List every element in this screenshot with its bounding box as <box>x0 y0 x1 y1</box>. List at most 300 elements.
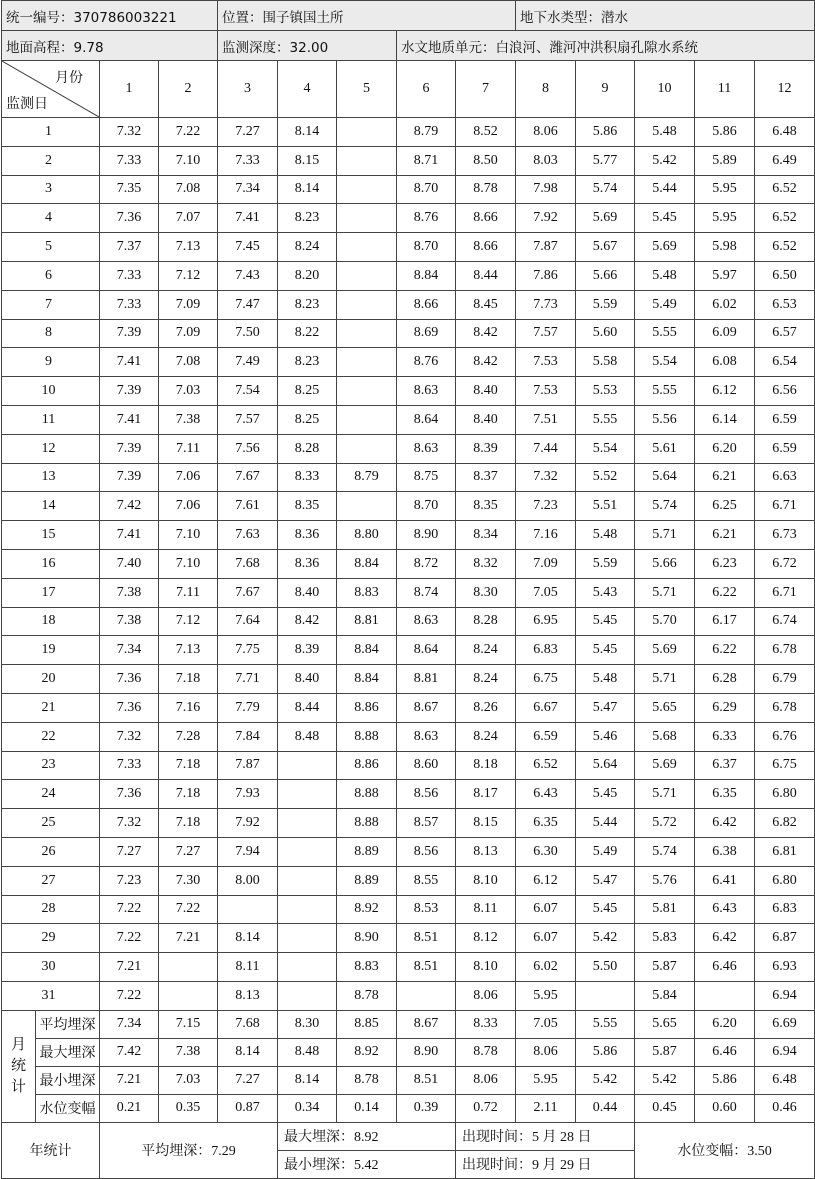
depth-cell: 8.88 <box>337 780 397 809</box>
table-row <box>2 290 815 319</box>
depth-cell: 8.24 <box>456 722 516 751</box>
depth-cell: 8.81 <box>337 607 397 636</box>
ground-elevation: 地面高程：9.78 <box>2 31 218 61</box>
depth-cell: 8.70 <box>397 492 456 521</box>
depth-cell: 8.78 <box>456 175 516 204</box>
depth-cell: 5.61 <box>635 434 695 463</box>
depth-cell: 5.49 <box>576 837 635 866</box>
day-label: 1 <box>2 118 100 147</box>
depth-cell <box>337 118 397 147</box>
depth-cell: 7.38 <box>100 607 159 636</box>
depth-cell: 6.07 <box>516 895 576 924</box>
depth-cell: 8.36 <box>278 549 337 578</box>
stat-label: 最大埋深 <box>36 1038 100 1066</box>
station-code: 统一编号：370786003221 <box>2 1 218 31</box>
depth-cell <box>337 146 397 175</box>
depth-cell: 8.69 <box>397 319 456 348</box>
depth-cell: 8.39 <box>456 434 516 463</box>
depth-cell: 5.42 <box>576 924 635 953</box>
depth-cell: 6.94 <box>755 981 815 1010</box>
depth-cell <box>337 492 397 521</box>
day-label: 4 <box>2 204 100 233</box>
depth-cell <box>159 953 218 982</box>
depth-cell: 8.90 <box>337 924 397 953</box>
day-label: 6 <box>2 261 100 290</box>
depth-cell: 7.64 <box>218 607 278 636</box>
depth-cell: 7.87 <box>218 751 278 780</box>
depth-cell: 8.35 <box>456 492 516 521</box>
month-header-1: 1 <box>100 61 159 118</box>
depth-cell: 8.84 <box>397 261 456 290</box>
depth-cell: 8.36 <box>278 521 337 550</box>
depth-cell: 7.87 <box>516 233 576 262</box>
depth-cell: 7.49 <box>218 348 278 377</box>
table-row <box>2 377 815 406</box>
depth-cell: 7.09 <box>159 290 218 319</box>
depth-cell: 5.95 <box>695 204 755 233</box>
depth-cell: 5.47 <box>576 866 635 895</box>
monitoring-table <box>1 0 815 1179</box>
depth-cell: 8.50 <box>456 146 516 175</box>
depth-cell: 5.76 <box>635 866 695 895</box>
stat-value: 8.14 <box>218 1038 278 1066</box>
stat-value: 5.42 <box>635 1066 695 1094</box>
depth-cell <box>337 434 397 463</box>
depth-cell: 7.28 <box>159 722 218 751</box>
depth-cell: 7.09 <box>516 549 576 578</box>
month-header-row <box>2 61 815 118</box>
depth-cell <box>218 895 278 924</box>
depth-cell: 8.10 <box>456 866 516 895</box>
depth-cell: 8.83 <box>337 953 397 982</box>
day-label: 29 <box>2 924 100 953</box>
day-label: 26 <box>2 837 100 866</box>
depth-cell: 8.84 <box>337 636 397 665</box>
depth-cell <box>337 175 397 204</box>
depth-cell: 7.53 <box>516 348 576 377</box>
table-row <box>2 146 815 175</box>
depth-cell: 8.76 <box>397 348 456 377</box>
depth-cell: 7.41 <box>100 348 159 377</box>
annual-range: 水位变幅：3.50 <box>635 1122 815 1178</box>
day-corner-label: 监测日 <box>6 97 48 112</box>
depth-cell: 6.83 <box>755 895 815 924</box>
table-row <box>2 319 815 348</box>
depth-cell: 7.33 <box>100 146 159 175</box>
table-row <box>2 837 815 866</box>
stat-value: 7.34 <box>100 1010 159 1038</box>
stat-value: 6.94 <box>755 1038 815 1066</box>
depth-cell: 7.47 <box>218 290 278 319</box>
depth-cell: 5.74 <box>635 492 695 521</box>
depth-cell: 8.63 <box>397 722 456 751</box>
annual-avg-depth: 平均埋深：7.29 <box>100 1122 278 1178</box>
depth-cell: 6.59 <box>516 722 576 751</box>
depth-cell: 5.71 <box>635 780 695 809</box>
depth-cell: 5.54 <box>635 348 695 377</box>
day-label: 25 <box>2 809 100 838</box>
table-row <box>2 751 815 780</box>
depth-cell: 6.78 <box>755 693 815 722</box>
depth-cell: 6.73 <box>755 521 815 550</box>
depth-cell: 6.20 <box>695 434 755 463</box>
depth-cell: 8.52 <box>456 118 516 147</box>
stat-value: 0.72 <box>456 1094 516 1122</box>
depth-cell <box>278 866 337 895</box>
depth-cell: 6.35 <box>516 809 576 838</box>
depth-cell: 6.22 <box>695 578 755 607</box>
depth-cell: 6.76 <box>755 722 815 751</box>
table-row <box>2 953 815 982</box>
depth-cell: 7.57 <box>218 405 278 434</box>
depth-cell: 8.84 <box>337 549 397 578</box>
depth-cell: 7.08 <box>159 348 218 377</box>
stat-value: 8.90 <box>397 1038 456 1066</box>
depth-cell: 8.23 <box>278 348 337 377</box>
depth-cell: 8.03 <box>516 146 576 175</box>
depth-cell: 5.45 <box>576 895 635 924</box>
depth-cell: 8.71 <box>397 146 456 175</box>
depth-cell: 7.38 <box>100 578 159 607</box>
depth-cell: 5.43 <box>576 578 635 607</box>
table-row <box>2 578 815 607</box>
depth-cell: 7.32 <box>100 118 159 147</box>
depth-cell: 8.79 <box>337 463 397 492</box>
depth-cell: 8.14 <box>278 118 337 147</box>
depth-cell: 8.63 <box>397 607 456 636</box>
day-label: 27 <box>2 866 100 895</box>
stat-value: 7.15 <box>159 1010 218 1038</box>
day-label: 28 <box>2 895 100 924</box>
depth-cell: 7.50 <box>218 319 278 348</box>
table-row <box>2 722 815 751</box>
depth-cell: 8.70 <box>397 233 456 262</box>
depth-cell: 7.22 <box>100 895 159 924</box>
depth-cell: 5.46 <box>576 722 635 751</box>
depth-cell: 6.12 <box>695 377 755 406</box>
depth-cell <box>278 924 337 953</box>
depth-cell: 8.86 <box>337 693 397 722</box>
depth-cell: 5.86 <box>576 118 635 147</box>
depth-cell: 8.14 <box>278 175 337 204</box>
depth-cell: 6.52 <box>755 175 815 204</box>
stat-value: 8.67 <box>397 1010 456 1038</box>
day-label: 16 <box>2 549 100 578</box>
depth-cell: 5.52 <box>576 463 635 492</box>
table-row <box>2 204 815 233</box>
depth-cell: 7.10 <box>159 521 218 550</box>
monthly-stat-row <box>2 1010 815 1038</box>
stat-value: 7.05 <box>516 1010 576 1038</box>
depth-cell: 7.30 <box>159 866 218 895</box>
depth-cell: 7.22 <box>100 981 159 1010</box>
table-row <box>2 463 815 492</box>
depth-cell: 8.88 <box>337 722 397 751</box>
depth-cell: 6.25 <box>695 492 755 521</box>
depth-cell: 6.57 <box>755 319 815 348</box>
day-label: 18 <box>2 607 100 636</box>
depth-cell: 8.28 <box>456 607 516 636</box>
depth-cell: 7.38 <box>159 405 218 434</box>
depth-cell: 8.72 <box>397 549 456 578</box>
month-header-6: 6 <box>397 61 456 118</box>
stat-value: 5.65 <box>635 1010 695 1038</box>
depth-cell: 6.14 <box>695 405 755 434</box>
stat-value: 0.87 <box>218 1094 278 1122</box>
depth-cell: 7.22 <box>159 118 218 147</box>
depth-cell: 8.20 <box>278 261 337 290</box>
depth-cell: 8.33 <box>278 463 337 492</box>
station-location: 位置：围子镇国土所 <box>218 1 516 31</box>
depth-cell: 8.86 <box>337 751 397 780</box>
depth-cell: 7.94 <box>218 837 278 866</box>
depth-cell: 8.17 <box>456 780 516 809</box>
depth-cell: 7.10 <box>159 549 218 578</box>
depth-cell: 8.13 <box>456 837 516 866</box>
depth-cell: 6.82 <box>755 809 815 838</box>
depth-cell: 8.66 <box>397 290 456 319</box>
depth-cell: 6.59 <box>755 405 815 434</box>
annual-max-depth: 最大埋深：8.92 <box>278 1122 456 1150</box>
depth-cell: 8.12 <box>456 924 516 953</box>
depth-cell <box>337 377 397 406</box>
stat-value: 7.21 <box>100 1066 159 1094</box>
table-row <box>2 521 815 550</box>
depth-cell: 7.61 <box>218 492 278 521</box>
depth-cell: 8.51 <box>397 953 456 982</box>
depth-cell: 5.71 <box>635 665 695 694</box>
table-row <box>2 175 815 204</box>
table-row <box>2 492 815 521</box>
depth-cell <box>337 319 397 348</box>
stat-value: 7.38 <box>159 1038 218 1066</box>
depth-cell: 7.08 <box>159 175 218 204</box>
depth-cell: 5.48 <box>576 521 635 550</box>
depth-cell: 6.35 <box>695 780 755 809</box>
depth-cell <box>278 751 337 780</box>
month-header-7: 7 <box>456 61 516 118</box>
depth-cell: 8.42 <box>456 348 516 377</box>
depth-cell: 7.73 <box>516 290 576 319</box>
depth-cell <box>337 290 397 319</box>
depth-cell: 6.08 <box>695 348 755 377</box>
depth-cell: 8.13 <box>218 981 278 1010</box>
stat-value: 7.03 <box>159 1066 218 1094</box>
depth-cell <box>397 981 456 1010</box>
depth-cell: 8.76 <box>397 204 456 233</box>
depth-cell: 8.00 <box>218 866 278 895</box>
depth-cell: 8.10 <box>456 953 516 982</box>
depth-cell: 6.74 <box>755 607 815 636</box>
depth-cell: 8.88 <box>337 809 397 838</box>
depth-cell: 7.16 <box>516 521 576 550</box>
depth-cell: 8.40 <box>278 578 337 607</box>
depth-cell: 8.14 <box>218 924 278 953</box>
day-label: 17 <box>2 578 100 607</box>
month-header-10: 10 <box>635 61 695 118</box>
depth-cell: 5.55 <box>635 319 695 348</box>
depth-cell: 5.95 <box>695 175 755 204</box>
depth-cell: 7.42 <box>100 492 159 521</box>
depth-cell: 8.48 <box>278 722 337 751</box>
table-row <box>2 261 815 290</box>
depth-cell: 5.45 <box>576 780 635 809</box>
depth-cell: 5.45 <box>635 204 695 233</box>
day-label: 5 <box>2 233 100 262</box>
depth-cell: 8.70 <box>397 175 456 204</box>
depth-cell: 7.86 <box>516 261 576 290</box>
stat-value: 0.44 <box>576 1094 635 1122</box>
depth-cell: 7.32 <box>516 463 576 492</box>
depth-cell: 5.49 <box>635 290 695 319</box>
depth-cell: 8.83 <box>337 578 397 607</box>
depth-cell: 7.33 <box>218 146 278 175</box>
depth-cell: 7.32 <box>100 722 159 751</box>
depth-cell: 8.78 <box>337 981 397 1010</box>
depth-cell: 5.69 <box>635 636 695 665</box>
depth-cell: 8.32 <box>456 549 516 578</box>
depth-cell: 8.63 <box>397 377 456 406</box>
depth-cell: 6.43 <box>516 780 576 809</box>
depth-cell: 5.64 <box>635 463 695 492</box>
depth-cell: 6.12 <box>516 866 576 895</box>
depth-cell: 7.33 <box>100 751 159 780</box>
depth-cell: 5.42 <box>635 146 695 175</box>
depth-cell: 7.18 <box>159 809 218 838</box>
stat-value: 5.55 <box>576 1010 635 1038</box>
depth-cell: 8.26 <box>456 693 516 722</box>
depth-cell: 8.57 <box>397 809 456 838</box>
depth-cell: 8.11 <box>456 895 516 924</box>
day-label: 23 <box>2 751 100 780</box>
table-row <box>2 665 815 694</box>
day-label: 31 <box>2 981 100 1010</box>
depth-cell <box>278 780 337 809</box>
depth-cell: 5.56 <box>635 405 695 434</box>
depth-cell: 7.34 <box>218 175 278 204</box>
depth-cell: 8.35 <box>278 492 337 521</box>
day-label: 13 <box>2 463 100 492</box>
stat-value: 0.14 <box>337 1094 397 1122</box>
depth-cell: 8.64 <box>397 636 456 665</box>
hydrogeologic-unit: 水文地质单元：白浪河、潍河冲洪积扇孔隙水系统 <box>397 31 815 61</box>
depth-cell: 6.75 <box>755 751 815 780</box>
depth-cell: 6.52 <box>755 204 815 233</box>
table-row <box>2 895 815 924</box>
depth-cell: 5.55 <box>635 377 695 406</box>
depth-cell: 7.36 <box>100 204 159 233</box>
depth-cell: 6.38 <box>695 837 755 866</box>
depth-cell: 8.15 <box>278 146 337 175</box>
annual-min-depth: 最小埋深：5.42 <box>278 1150 456 1178</box>
stat-value: 7.68 <box>218 1010 278 1038</box>
depth-cell: 6.59 <box>755 434 815 463</box>
stat-value: 8.78 <box>337 1066 397 1094</box>
day-label: 20 <box>2 665 100 694</box>
depth-cell: 6.22 <box>695 636 755 665</box>
table-row <box>2 405 815 434</box>
annual-stat-row <box>2 1122 815 1150</box>
depth-cell: 8.37 <box>456 463 516 492</box>
depth-cell: 8.15 <box>456 809 516 838</box>
depth-cell: 7.06 <box>159 463 218 492</box>
depth-cell <box>159 981 218 1010</box>
depth-cell: 7.71 <box>218 665 278 694</box>
depth-cell: 8.56 <box>397 837 456 866</box>
stat-label: 最小埋深 <box>36 1066 100 1094</box>
depth-cell <box>278 809 337 838</box>
depth-cell: 7.45 <box>218 233 278 262</box>
info-row-2 <box>2 31 815 61</box>
depth-cell: 6.78 <box>755 636 815 665</box>
depth-cell: 6.53 <box>755 290 815 319</box>
depth-cell: 5.86 <box>695 118 755 147</box>
depth-cell: 5.48 <box>635 118 695 147</box>
depth-cell: 7.54 <box>218 377 278 406</box>
info-row-1 <box>2 1 815 31</box>
depth-cell: 5.48 <box>576 665 635 694</box>
day-label: 30 <box>2 953 100 982</box>
depth-cell: 6.28 <box>695 665 755 694</box>
depth-cell: 8.24 <box>278 233 337 262</box>
depth-cell: 5.58 <box>576 348 635 377</box>
depth-cell: 7.33 <box>100 261 159 290</box>
stat-value: 6.69 <box>755 1010 815 1038</box>
depth-cell: 8.24 <box>456 665 516 694</box>
month-header-9: 9 <box>576 61 635 118</box>
table-row <box>2 809 815 838</box>
depth-cell: 8.80 <box>337 521 397 550</box>
depth-cell <box>278 953 337 982</box>
depth-cell: 5.83 <box>635 924 695 953</box>
depth-cell: 8.81 <box>397 665 456 694</box>
table-body <box>2 1 815 1179</box>
depth-cell <box>695 981 755 1010</box>
depth-cell: 6.30 <box>516 837 576 866</box>
depth-cell: 5.45 <box>576 607 635 636</box>
depth-cell: 6.56 <box>755 377 815 406</box>
stat-value: 7.27 <box>218 1066 278 1094</box>
depth-cell <box>337 204 397 233</box>
month-header-12: 12 <box>755 61 815 118</box>
depth-cell: 6.42 <box>695 924 755 953</box>
depth-cell <box>337 233 397 262</box>
depth-cell: 8.45 <box>456 290 516 319</box>
day-label: 22 <box>2 722 100 751</box>
depth-cell: 7.51 <box>516 405 576 434</box>
depth-cell: 6.93 <box>755 953 815 982</box>
depth-cell: 5.81 <box>635 895 695 924</box>
depth-cell <box>337 405 397 434</box>
depth-cell: 8.66 <box>456 204 516 233</box>
depth-cell: 8.51 <box>397 924 456 953</box>
monthly-stat-row <box>2 1038 815 1066</box>
depth-cell: 5.72 <box>635 809 695 838</box>
depth-cell: 8.25 <box>278 405 337 434</box>
depth-cell: 8.63 <box>397 434 456 463</box>
annual-min-time: 出现时间：9 月 29 日 <box>456 1150 635 1178</box>
depth-cell: 7.67 <box>218 578 278 607</box>
depth-cell: 6.80 <box>755 866 815 895</box>
depth-cell: 5.77 <box>576 146 635 175</box>
depth-cell: 6.43 <box>695 895 755 924</box>
depth-cell: 8.56 <box>397 780 456 809</box>
day-label: 11 <box>2 405 100 434</box>
depth-cell: 7.84 <box>218 722 278 751</box>
depth-cell: 5.74 <box>635 837 695 866</box>
depth-cell: 6.07 <box>516 924 576 953</box>
depth-cell: 8.92 <box>337 895 397 924</box>
